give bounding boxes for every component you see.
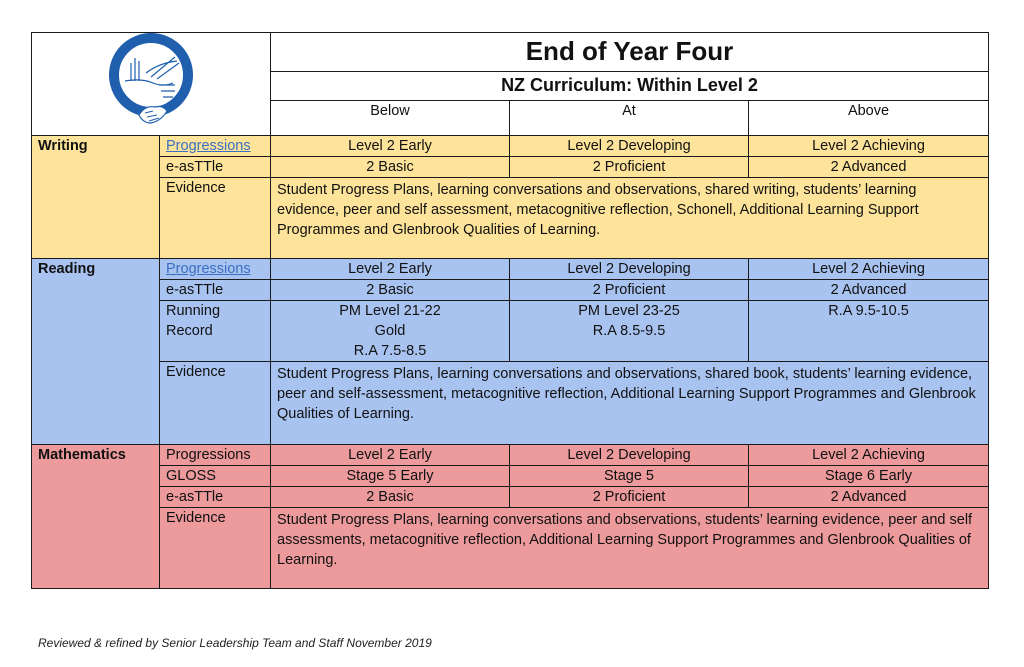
- maths-gloss-label: GLOSS: [160, 466, 271, 487]
- writing-progressions-at: Level 2 Developing: [510, 136, 749, 157]
- writing-evidence-text: Student Progress Plans, learning conversations and observations, shared writing, students’ learning evidence, peer and self assessment, metacognitive reflection, Schonell, Additional Learning Support Programmes and Glenbrook Qualities of Learning.: [271, 178, 989, 259]
- column-header-below: Below: [271, 101, 510, 136]
- maths-easttle-below: 2 Basic: [271, 487, 510, 508]
- maths-evidence-label: Evidence: [160, 508, 271, 589]
- maths-row-progressions: [32, 445, 989, 466]
- reading-easttle-label: e-asTTle: [160, 280, 271, 301]
- logo-cell: [32, 33, 271, 136]
- maths-progressions-below: Level 2 Early: [271, 445, 510, 466]
- reading-running-record-below: [271, 301, 510, 362]
- subject-mathematics: Mathematics: [32, 445, 160, 589]
- writing-easttle-above: 2 Advanced: [749, 157, 989, 178]
- review-footer-note: Reviewed & refined by Senior Leadership Team and Staff November 2019: [38, 636, 432, 650]
- maths-row-gloss: [32, 466, 989, 487]
- reading-easttle-above: 2 Advanced: [749, 280, 989, 301]
- subject-writing: Writing: [32, 136, 160, 259]
- writing-easttle-below: 2 Basic: [271, 157, 510, 178]
- maths-easttle-at: 2 Proficient: [510, 487, 749, 508]
- maths-progressions-above: Level 2 Achieving: [749, 445, 989, 466]
- reading-row-easttle: [32, 280, 989, 301]
- maths-evidence-text: Student Progress Plans, learning conversations and observations, students’ learning evidence, peer and self assessments, metacognitive reflection, Additional Learning Support Programmes and Glenbrook Qualities of Learning.: [271, 508, 989, 589]
- writing-row-progressions: [32, 136, 989, 157]
- reading-progressions-link[interactable]: Progressions: [166, 261, 251, 277]
- reading-progressions-above: Level 2 Achieving: [749, 259, 989, 280]
- rr-above-line1: R.A 9.5-10.5: [828, 303, 909, 319]
- reading-row-evidence: [32, 362, 989, 445]
- rr-at-line2: R.A 8.5-9.5: [592, 323, 666, 339]
- writing-row-easttle: [32, 157, 989, 178]
- maths-progressions-at: Level 2 Developing: [510, 445, 749, 466]
- writing-progressions-above: Level 2 Achieving: [749, 136, 989, 157]
- column-header-at: At: [510, 101, 749, 136]
- maths-gloss-below: Stage 5 Early: [271, 466, 510, 487]
- column-header-above: Above: [749, 101, 989, 136]
- maths-progressions-label: Progressions: [160, 445, 271, 466]
- reading-evidence-label: Evidence: [160, 362, 271, 445]
- running-record-label-line1: Running: [166, 303, 221, 319]
- reading-easttle-below: 2 Basic: [271, 280, 510, 301]
- curriculum-table: [31, 32, 989, 589]
- reading-progressions-at: Level 2 Developing: [510, 259, 749, 280]
- writing-easttle-at: 2 Proficient: [510, 157, 749, 178]
- reading-row-running-record: [32, 301, 989, 362]
- maths-gloss-above: Stage 6 Early: [749, 466, 989, 487]
- rr-below-line1: PM Level 21-22: [339, 303, 441, 319]
- reading-running-record-at: [510, 301, 749, 362]
- maths-row-easttle: [32, 487, 989, 508]
- rr-at-line1: PM Level 23-25: [578, 303, 680, 319]
- maths-easttle-above: 2 Advanced: [749, 487, 989, 508]
- rr-below-line3: R.A 7.5-8.5: [353, 343, 427, 359]
- reading-running-record-above: [749, 301, 989, 362]
- maths-easttle-label: e-asTTle: [160, 487, 271, 508]
- maths-gloss-at: Stage 5: [510, 466, 749, 487]
- glenbrook-school-logo-icon: [101, 33, 201, 129]
- writing-evidence-label: Evidence: [160, 178, 271, 259]
- reading-progressions-below: Level 2 Early: [271, 259, 510, 280]
- page-subtitle: NZ Curriculum: Within Level 2: [271, 72, 989, 101]
- running-record-label-line2: Record: [166, 323, 213, 339]
- reading-row-progressions: [32, 259, 989, 280]
- writing-easttle-label: e-asTTle: [160, 157, 271, 178]
- reading-running-record-label: [160, 301, 271, 362]
- subject-reading: Reading: [32, 259, 160, 445]
- maths-row-evidence: [32, 508, 989, 589]
- reading-evidence-text: Student Progress Plans, learning conversations and observations, shared book, students’ learning evidence, peer and self-assessment, metacognitive reflection, Additional Learning Support Programmes and Glenbrook Qualities of Learning.: [271, 362, 989, 445]
- page-title: End of Year Four: [271, 33, 989, 72]
- rr-below-line2: Gold: [374, 323, 406, 339]
- writing-progressions-below: Level 2 Early: [271, 136, 510, 157]
- writing-row-evidence: [32, 178, 989, 259]
- reading-easttle-at: 2 Proficient: [510, 280, 749, 301]
- writing-progressions-link[interactable]: Progressions: [166, 138, 251, 154]
